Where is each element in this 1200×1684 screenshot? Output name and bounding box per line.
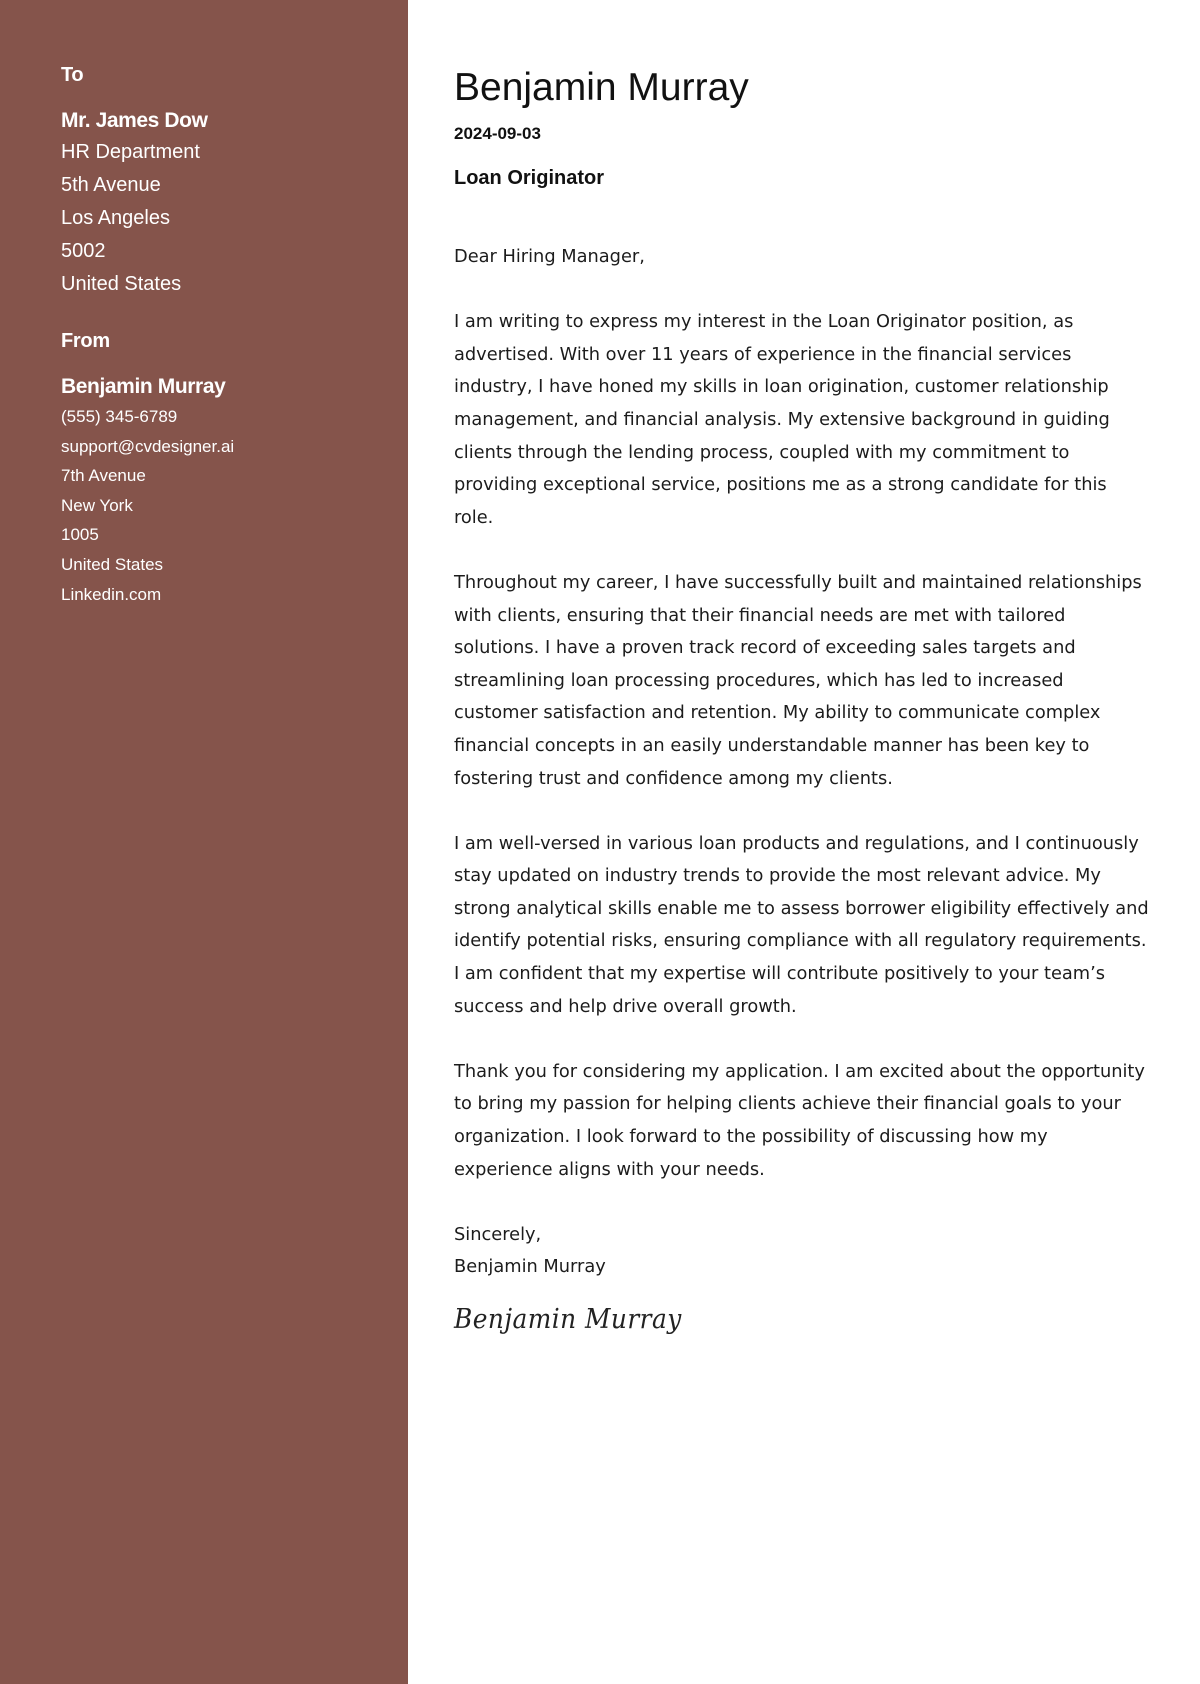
sender-street: 7th Avenue	[61, 466, 146, 486]
page-title: Benjamin Murray	[454, 66, 749, 109]
salutation: Dear Hiring Manager,	[454, 246, 645, 267]
signature: Benjamin Murray	[454, 1304, 682, 1335]
sender-heading: From	[61, 330, 110, 352]
paragraph-3: I am well-versed in various loan products and regulations, and I continuously stay updated on industry trends to provide the most relevant advice. My strong analytical skills enable me to assess borrower eligibility effectively and identify potential risks, ensuring compliance with all regulatory requirements. I am confident that my expertise will contribute positively to your team’s success and help drive overall growth.	[454, 832, 1149, 1017]
recipient-country: United States	[61, 273, 182, 295]
job-title: Loan Originator	[454, 167, 604, 189]
sender-linkedin: Linkedin.com	[61, 584, 162, 604]
recipient-street: 5th Avenue	[61, 174, 161, 196]
sender-block	[61, 326, 388, 609]
letter-body	[454, 241, 1150, 1337]
recipient-block	[61, 60, 388, 301]
sender-country: United States	[61, 554, 164, 574]
paragraph-4: Thank you for considering my application. I am excited about the opportunity to bring my passion for helping clients achieve their financial goals to your organization. I look forward to the possibility of discussing how my experience aligns with your needs.	[454, 1060, 1145, 1180]
sidebar	[0, 0, 408, 1684]
sender-city: New York	[61, 495, 133, 515]
closing: Sincerely,	[454, 1223, 542, 1245]
paragraph-1: I am writing to express my interest in the Loan Originator position, as advertised. With over 11 years of experience in the financial services industry, I have honed my skills in loan origination, customer relationship management, and financial analysis. My extensive background in guiding clients through the lending process, coupled with my commitment to providing exceptional service, positions me as a strong candidate for this role.	[454, 311, 1110, 528]
sender-zip: 1005	[61, 525, 99, 545]
sender-email: support@cvdesigner.ai	[61, 436, 235, 456]
sender-phone: (555) 345-6789	[61, 407, 178, 426]
sender-name: Benjamin Murray	[61, 375, 226, 398]
recipient-zip: 5002	[61, 240, 106, 262]
recipient-name: Mr. James Dow	[61, 109, 208, 132]
letter-main	[408, 0, 1200, 1684]
recipient-heading: To	[61, 64, 84, 86]
paragraph-2: Throughout my career, I have successfully built and maintained relationships with clients, ensuring that their financial needs are met with tailored solutions. I have a proven track record of exceeding sales targets and streamlining loan processing procedures, which has led to increased customer satisfaction and retention. My ability to communicate complex financial concepts in an easily understandable manner has been key to fostering trust and confidence among my clients.	[454, 571, 1142, 789]
recipient-department: HR Department	[61, 141, 200, 163]
letter-date: 2024-09-03	[454, 124, 541, 143]
recipient-city: Los Angeles	[61, 207, 170, 229]
closing-name: Benjamin Murray	[454, 1256, 606, 1278]
